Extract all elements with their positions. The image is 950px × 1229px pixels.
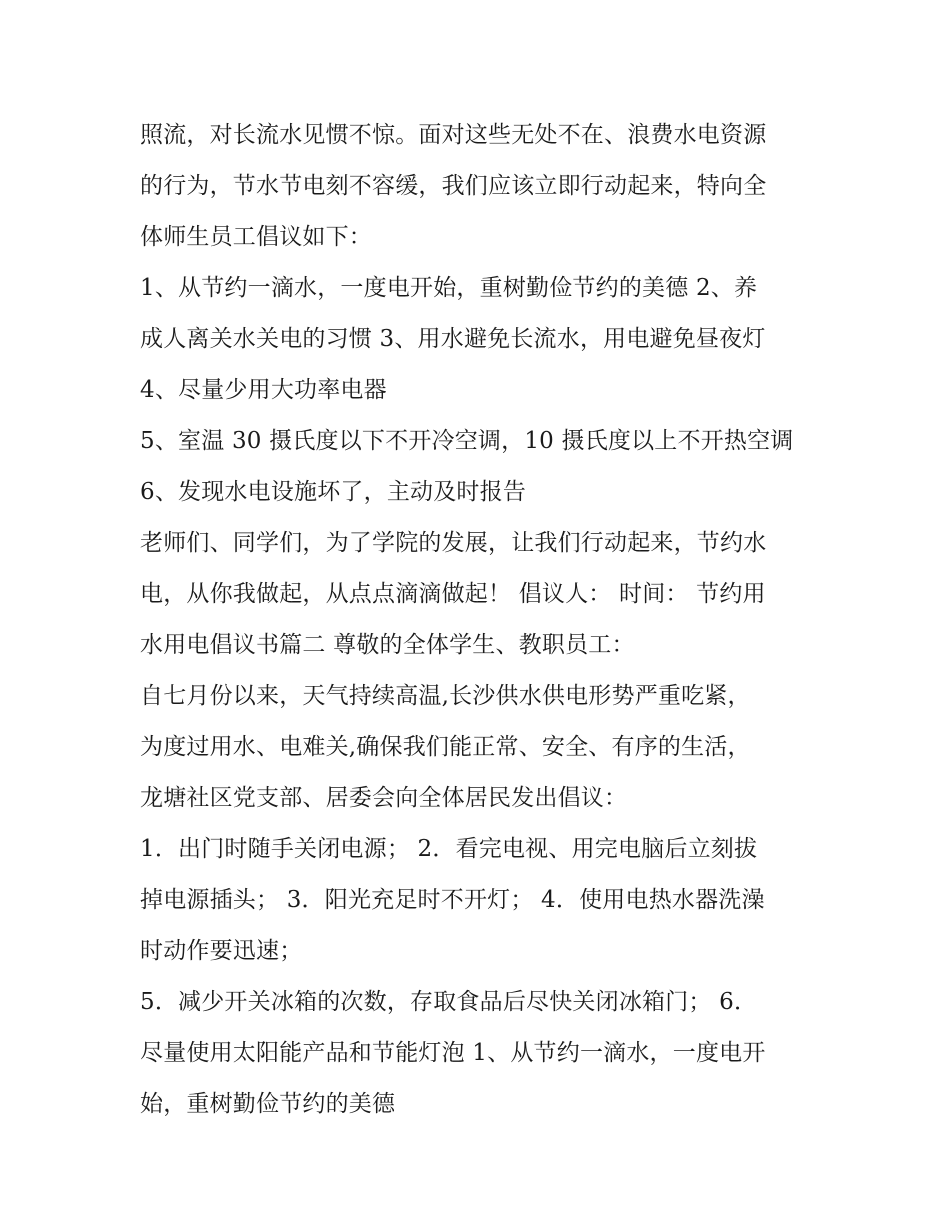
text-line: 照流，对长流水见惯不惊。面对这些无处不在、浪费水电资源 [140,122,767,148]
text-line: 5．减少开关冰箱的次数，存取食品后尽快关闭冰箱门； 6． [140,989,758,1015]
text-line: 尽量使用太阳能产品和节能灯泡 1、从节约一滴水，一度电开 [140,1040,766,1066]
text-line: 水用电倡议书篇二 尊敬的全体学生、教职员工： [140,632,635,658]
text-line: 老师们、同学们，为了学院的发展，让我们行动起来，节约水 [140,530,767,556]
text-line: 自七月份以来，天气持续高温,长沙供水供电形势严重吃紧， [140,683,751,709]
text-line: 1．出门时随手关闭电源； 2．看完电视、用完电脑后立刻拔 [140,836,758,862]
text-line: 1、从节约一滴水，一度电开始，重树勤俭节约的美德 2、养 [140,275,758,301]
text-line: 龙塘社区党支部、居委会向全体居民发出倡议： [140,785,628,811]
text-line: 成人离关水关电的习惯 3、用水避免长流水，用电避免昼夜灯 [140,326,766,352]
text-line: 时动作要迅速； [140,938,303,964]
text-line: 为度过用水、电难关,确保我们能正常、安全、有序的生活， [140,734,751,760]
text-line: 掉电源插头； 3．阳光充足时不开灯； 4．使用电热水器洗澡 [140,887,765,913]
text-line: 体师生员工倡议如下： [140,224,372,250]
text-line: 4、尽量少用大功率电器 [140,377,387,403]
text-line: 的行为，节水节电刻不容缓，我们应该立即行动起来，特向全 [140,173,767,199]
text-line: 始，重树勤俭节约的美德 [140,1091,396,1117]
document-body [140,110,820,1130]
text-line: 6、发现水电设施坏了，主动及时报告 [140,479,527,505]
text-line: 5、室温 30 摄氏度以下不开冷空调，10 摄氏度以上不开热空调 [140,428,794,454]
text-line: 电，从你我做起，从点点滴滴做起！ 倡议人： 时间： 节约用 [140,581,766,607]
